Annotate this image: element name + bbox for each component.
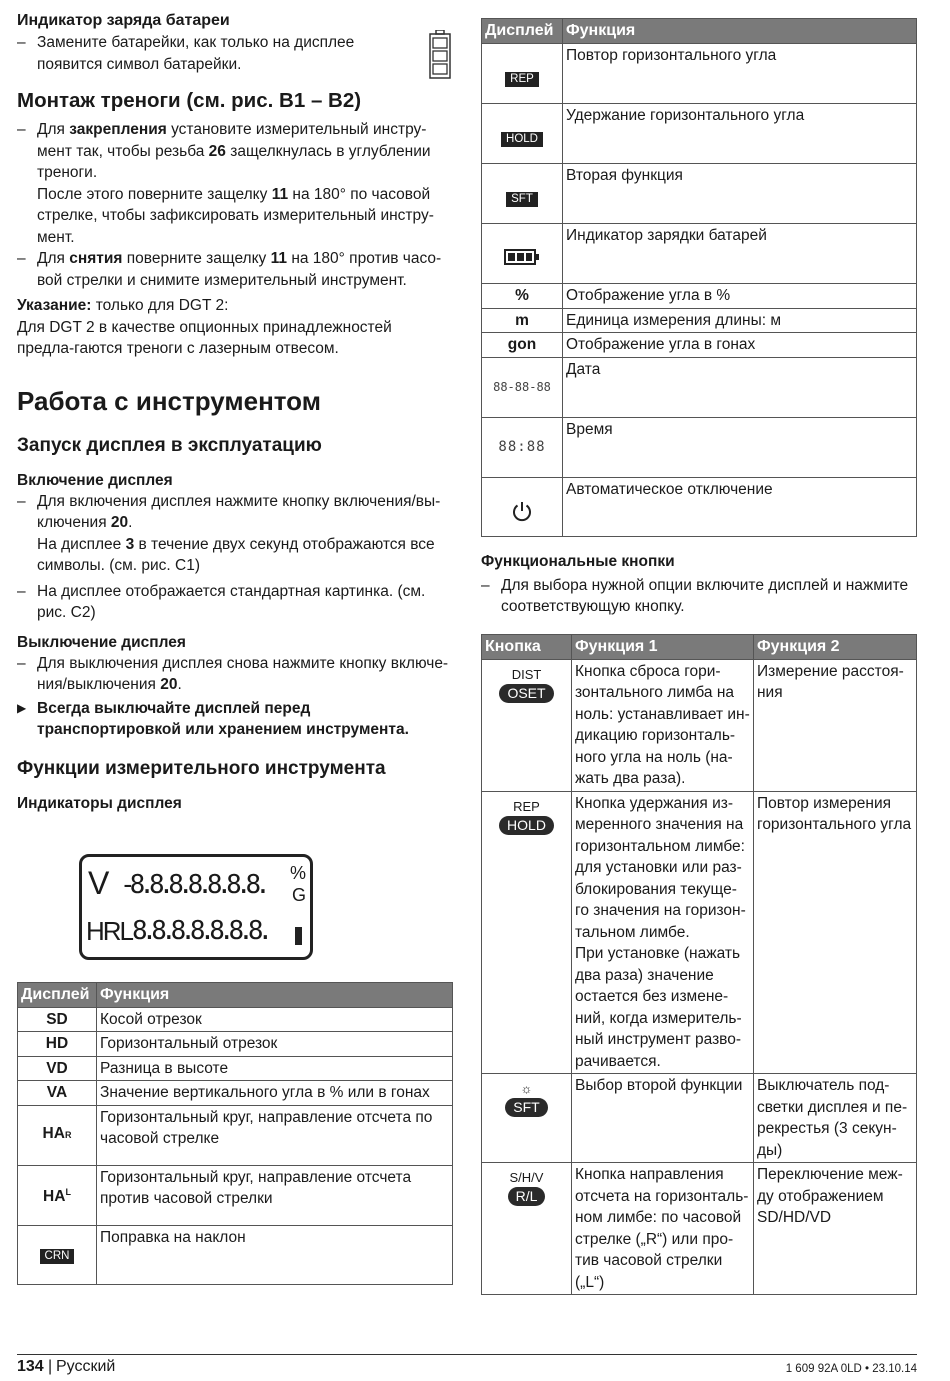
table1-header-display: Дисплей — [18, 982, 97, 1007]
left-column — [17, 10, 453, 1285]
table-row: REP HOLD Кнопка удержания из-меренного значения на горизонтальном лимбе: для установки или раз-блокирования текуще-го значения на горизон-тальном лимбе. При установке (нажать два раза) значение остается без измене-ний, когда измеритель-ный инструмент разво-рачивается. Повтор измерения горизонтального угла — [482, 791, 917, 1074]
table3-header-button: Кнопка — [482, 634, 572, 659]
table-row: gon Отображение угла в гонах — [482, 333, 917, 358]
on-item-2: – На дисплее отображается стандартная картинка. (см. рис. C2) — [17, 582, 426, 621]
table-row: HAR Горизонтальный круг, направление отсчета по часовой стрелке — [18, 1105, 453, 1165]
buttons-table — [481, 634, 917, 1296]
rep-tag: REP — [505, 72, 539, 87]
date-segments: 88-88-88 — [493, 379, 551, 394]
work-title: Работа с инструментом — [17, 385, 321, 416]
battery-item: – Замените батарейки, как только на дисплее появится символ батарейки. — [17, 34, 355, 73]
rl-button[interactable]: R/L — [508, 1187, 546, 1206]
sft-button[interactable]: SFT — [505, 1098, 547, 1117]
table-row: $HA^L$ Горизонтальный круг, направление отсчета против часовой стрелки — [18, 1165, 453, 1225]
battery-icon — [428, 30, 452, 80]
startup-heading: Запуск дисплея в эксплуатацию — [17, 434, 322, 456]
hold-button[interactable]: HOLD — [499, 816, 554, 835]
crn-tag: CRN — [40, 1249, 75, 1264]
lcd-battery-icon — [295, 927, 302, 945]
off-heading: Выключение дисплея — [17, 633, 186, 651]
lcd-row1-label: V — [88, 864, 110, 901]
off-item-1: – Для выключения дисплея снова нажмите кнопку включе-ния/выключения 20. — [17, 654, 449, 693]
display-indicators-heading: Индикаторы дисплея — [17, 794, 182, 812]
table-row: ☼ SFT Выбор второй функции Выключатель под-светки дисплея и пе-рекрестья (3 секун-ды) — [482, 1074, 917, 1163]
percent-symbol: % — [289, 862, 306, 883]
display-table-1 — [17, 982, 453, 1285]
page-number: 134 — [17, 1358, 44, 1375]
lcd-row2-digits: 8.8.8.8.8.8.8. — [132, 915, 268, 946]
tripod-item-1: – Для закрепления установите измерительный инстру-мент так, чтобы резьба 26 защелкнулась в углублении треноги. После этого поверните защелку 11 на 180° по часовой стрелке, чтобы зафиксировать измерительный инстру-мент. — [17, 121, 434, 246]
lcd-row1-digits: -8.8.8.8.8.8.8. — [120, 869, 265, 900]
gon-symbol: G — [291, 884, 306, 905]
right-column — [481, 18, 917, 1295]
battery-charge-icon — [504, 249, 540, 265]
table-row: 88:88 Время — [482, 417, 917, 477]
on-heading: Включение дисплея — [17, 471, 173, 489]
lcd-row2-label: HRL — [86, 915, 133, 946]
lcd-display — [79, 854, 313, 960]
table-row: 88-88-88 Дата — [482, 357, 917, 417]
table-row: REP Повтор горизонтального угла — [482, 44, 917, 104]
page-footer — [17, 1354, 917, 1375]
table-row: Индикатор зарядки батарей — [482, 224, 917, 284]
table-row: DIST OSET Кнопка сброса гори-зонтального лимба на ноль: устанавливает ин-дикацию горизонталь-ного угла на ноль (на-жать два раза). Измерение расстоя-ния — [482, 659, 917, 791]
sft-tag: SFT — [506, 192, 538, 207]
sun-icon: ☼ — [520, 1081, 533, 1096]
table-row: HD Горизонтальный отрезок — [18, 1032, 453, 1057]
tripod-item-2: – Для снятия поверните защелку 11 на 180° против часо-вой стрелки и снимите измерительный инструмент. — [17, 250, 442, 289]
footer-language: Русский — [56, 1358, 116, 1375]
on-item-1: – Для включения дисплея нажмите кнопку включения/вы-ключения 20. На дисплее 3 в течение двух секунд отображаются все символы. (см. рис. C1) — [17, 492, 441, 574]
time-segments: 88:88 — [498, 438, 546, 455]
table3-header-func1: Функция 1 — [572, 634, 754, 659]
table2-header-display: Дисплей — [482, 19, 563, 44]
table-row: VA Значение вертикального угла в % или в гонах — [18, 1081, 453, 1106]
footer-divider: | — [48, 1358, 53, 1375]
table-row: m Единица измерения длины: м — [482, 308, 917, 333]
hold-tag: HOLD — [501, 132, 543, 147]
table-row: SD Косой отрезок — [18, 1007, 453, 1032]
tripod-note: Указание: только для DGT 2: — [17, 297, 229, 314]
tripod-heading: Монтаж треноги (см. рис. B1 – B2) — [17, 89, 362, 112]
table-row: VD Разница в высоте — [18, 1056, 453, 1081]
buttons-heading: Функциональные кнопки — [481, 552, 675, 570]
table-row: HOLD Удержание горизонтального угла — [482, 104, 917, 164]
tripod-note-body: Для DGT 2 в качестве опционных принадлежностей предла-гаются треноги с лазерным отвесом. — [17, 318, 392, 357]
table-row: CRN Поправка на наклон — [18, 1225, 453, 1284]
table3-header-func2: Функция 2 — [754, 634, 917, 659]
table-row: S/H/V R/L Кнопка направления отсчета на горизонталь-ном лимбе: по часовой стрелке („R“) или про-тив часовой стрелки („L“) Переключение меж-ду отображением SD/HD/VD — [482, 1163, 917, 1295]
functions-heading: Функции измерительного инструмента — [17, 757, 386, 779]
display-table-2 — [481, 18, 917, 537]
table2-header-function: Функция — [563, 19, 917, 44]
table1-header-function: Функция — [97, 982, 453, 1007]
table-row: % Отображение угла в % — [482, 284, 917, 309]
warning-item: ▶ Всегда выключайте дисплей перед транспортировкой или хранением инструмента. — [17, 699, 409, 738]
table-row: Автоматическое отключение — [482, 477, 917, 536]
power-icon — [511, 500, 533, 522]
footer-code: 1 609 92A 0LD • 23.10.14 — [785, 1363, 917, 1375]
oset-button[interactable]: OSET — [499, 684, 553, 703]
battery-heading: Индикатор заряда батареи — [17, 12, 230, 29]
table-row: SFT Вторая функция — [482, 164, 917, 224]
buttons-item: – Для выбора нужной опции включите дисплей и нажмите соответствующую кнопку. — [481, 576, 909, 615]
